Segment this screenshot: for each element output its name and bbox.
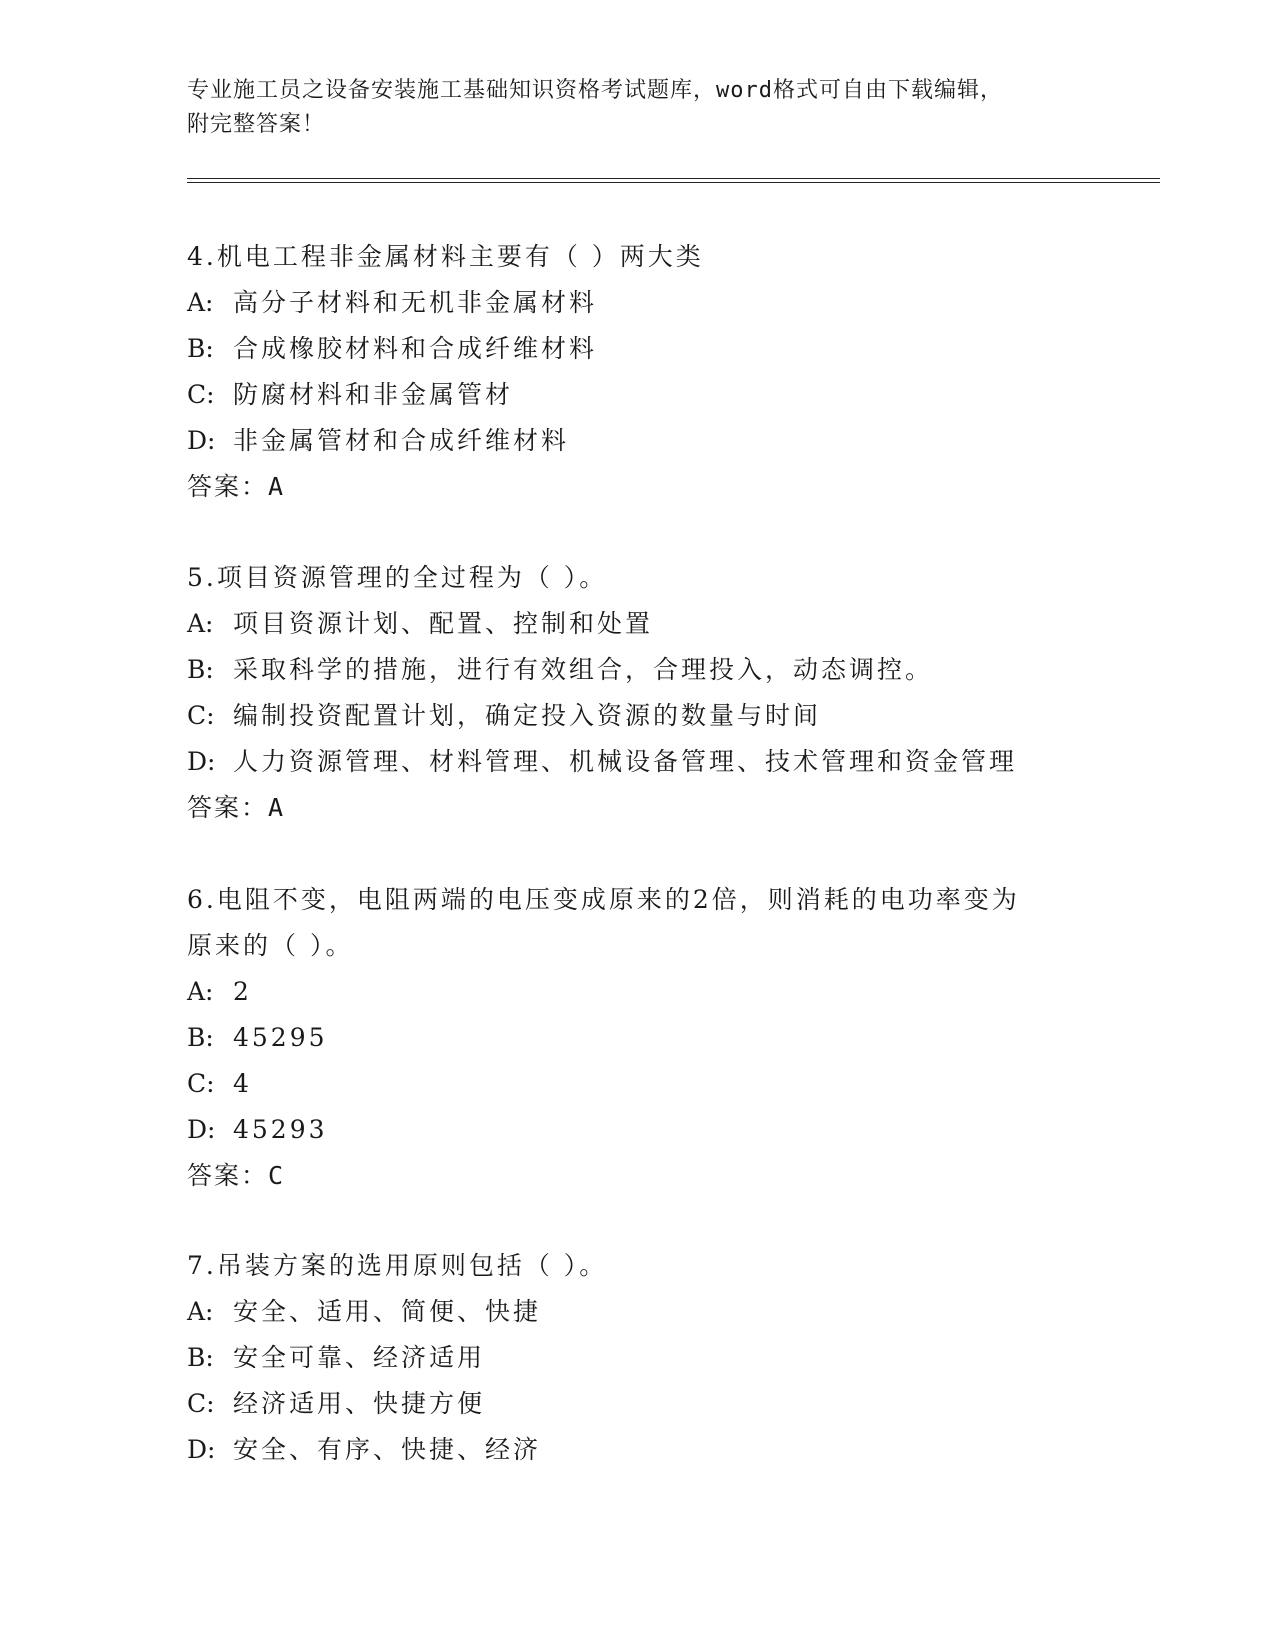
option-letter: C:	[187, 1389, 215, 1418]
option-letter: A:	[187, 1297, 214, 1326]
option-letter: C:	[187, 1069, 215, 1098]
document-header	[187, 74, 1067, 142]
option-text: 编制投资配置计划，确定投入资源的数量与时间	[233, 701, 822, 730]
option-d	[187, 739, 1087, 785]
question-4	[187, 234, 1087, 510]
option-d	[187, 418, 1087, 464]
option-b	[187, 326, 1087, 372]
answer-line	[187, 1153, 1087, 1199]
question-7	[187, 1243, 1087, 1473]
answer-value: A	[268, 793, 286, 822]
option-letter: B:	[187, 1023, 214, 1052]
option-letter: B:	[187, 655, 214, 684]
header-line-2: 附完整答案！	[187, 112, 326, 137]
option-text: 人力资源管理、材料管理、机械设备管理、技术管理和资金管理	[233, 747, 1018, 776]
question-stem: 5.项目资源管理的全过程为（ ）。	[187, 563, 608, 592]
header-divider-bottom	[187, 182, 1160, 183]
answer-value: C	[268, 1161, 286, 1190]
answer-label: 答案：	[187, 793, 269, 822]
option-letter: A:	[187, 288, 214, 317]
answer-label: 答案：	[187, 1161, 269, 1190]
option-letter: D:	[187, 1435, 216, 1464]
question-stem-line-1: 6.电阻不变，电阻两端的电压变成原来的2倍，则消耗的电功率变为	[187, 885, 1020, 914]
answer-label: 答案：	[187, 472, 269, 501]
option-text: 安全、有序、快捷、经济	[233, 1435, 542, 1464]
option-c	[187, 372, 1087, 418]
option-c	[187, 1061, 1087, 1107]
option-b	[187, 1335, 1087, 1381]
option-text: 4	[233, 1069, 252, 1098]
option-b	[187, 1015, 1087, 1061]
option-letter: C:	[187, 380, 215, 409]
option-b	[187, 647, 1087, 693]
option-letter: B:	[187, 334, 214, 363]
option-text: 项目资源计划、配置、控制和处置	[233, 609, 654, 638]
option-letter: D:	[187, 747, 216, 776]
option-text: 经济适用、快捷方便	[233, 1389, 486, 1418]
question-stem: 7.吊装方案的选用原则包括（ ）。	[187, 1251, 608, 1280]
header-line-1: 专业施工员之设备安装施工基础知识资格考试题库，word格式可自由下载编辑，	[187, 78, 1003, 103]
option-a	[187, 969, 1087, 1015]
option-text: 45295	[233, 1023, 328, 1052]
option-text: 45293	[233, 1115, 328, 1144]
option-d	[187, 1427, 1087, 1473]
question-stem-line-2: 原来的（ ）。	[187, 931, 354, 960]
option-text: 安全可靠、经济适用	[233, 1343, 486, 1372]
question-6	[187, 877, 1087, 1199]
option-letter: B:	[187, 1343, 214, 1372]
answer-line	[187, 785, 1087, 831]
option-text: 采取科学的措施，进行有效组合，合理投入，动态调控。	[233, 655, 934, 684]
option-a	[187, 1289, 1087, 1335]
option-a	[187, 280, 1087, 326]
option-c	[187, 1381, 1087, 1427]
question-stem: 4.机电工程非金属材料主要有（ ）两大类	[187, 242, 704, 271]
option-letter: C:	[187, 701, 215, 730]
option-letter: A:	[187, 609, 214, 638]
option-c	[187, 693, 1087, 739]
option-letter: D:	[187, 1115, 216, 1144]
header-divider-top	[187, 178, 1160, 179]
option-text: 防腐材料和非金属管材	[233, 380, 514, 409]
option-text: 非金属管材和合成纤维材料	[233, 426, 570, 455]
answer-line	[187, 464, 1087, 510]
option-letter: A:	[187, 977, 214, 1006]
answer-value: A	[268, 472, 286, 501]
option-text: 高分子材料和无机非金属材料	[233, 288, 598, 317]
option-d	[187, 1107, 1087, 1153]
option-a	[187, 601, 1087, 647]
question-5	[187, 555, 1087, 831]
option-text: 合成橡胶材料和合成纤维材料	[233, 334, 598, 363]
option-text: 2	[233, 977, 252, 1006]
option-letter: D:	[187, 426, 216, 455]
option-text: 安全、适用、简便、快捷	[233, 1297, 542, 1326]
